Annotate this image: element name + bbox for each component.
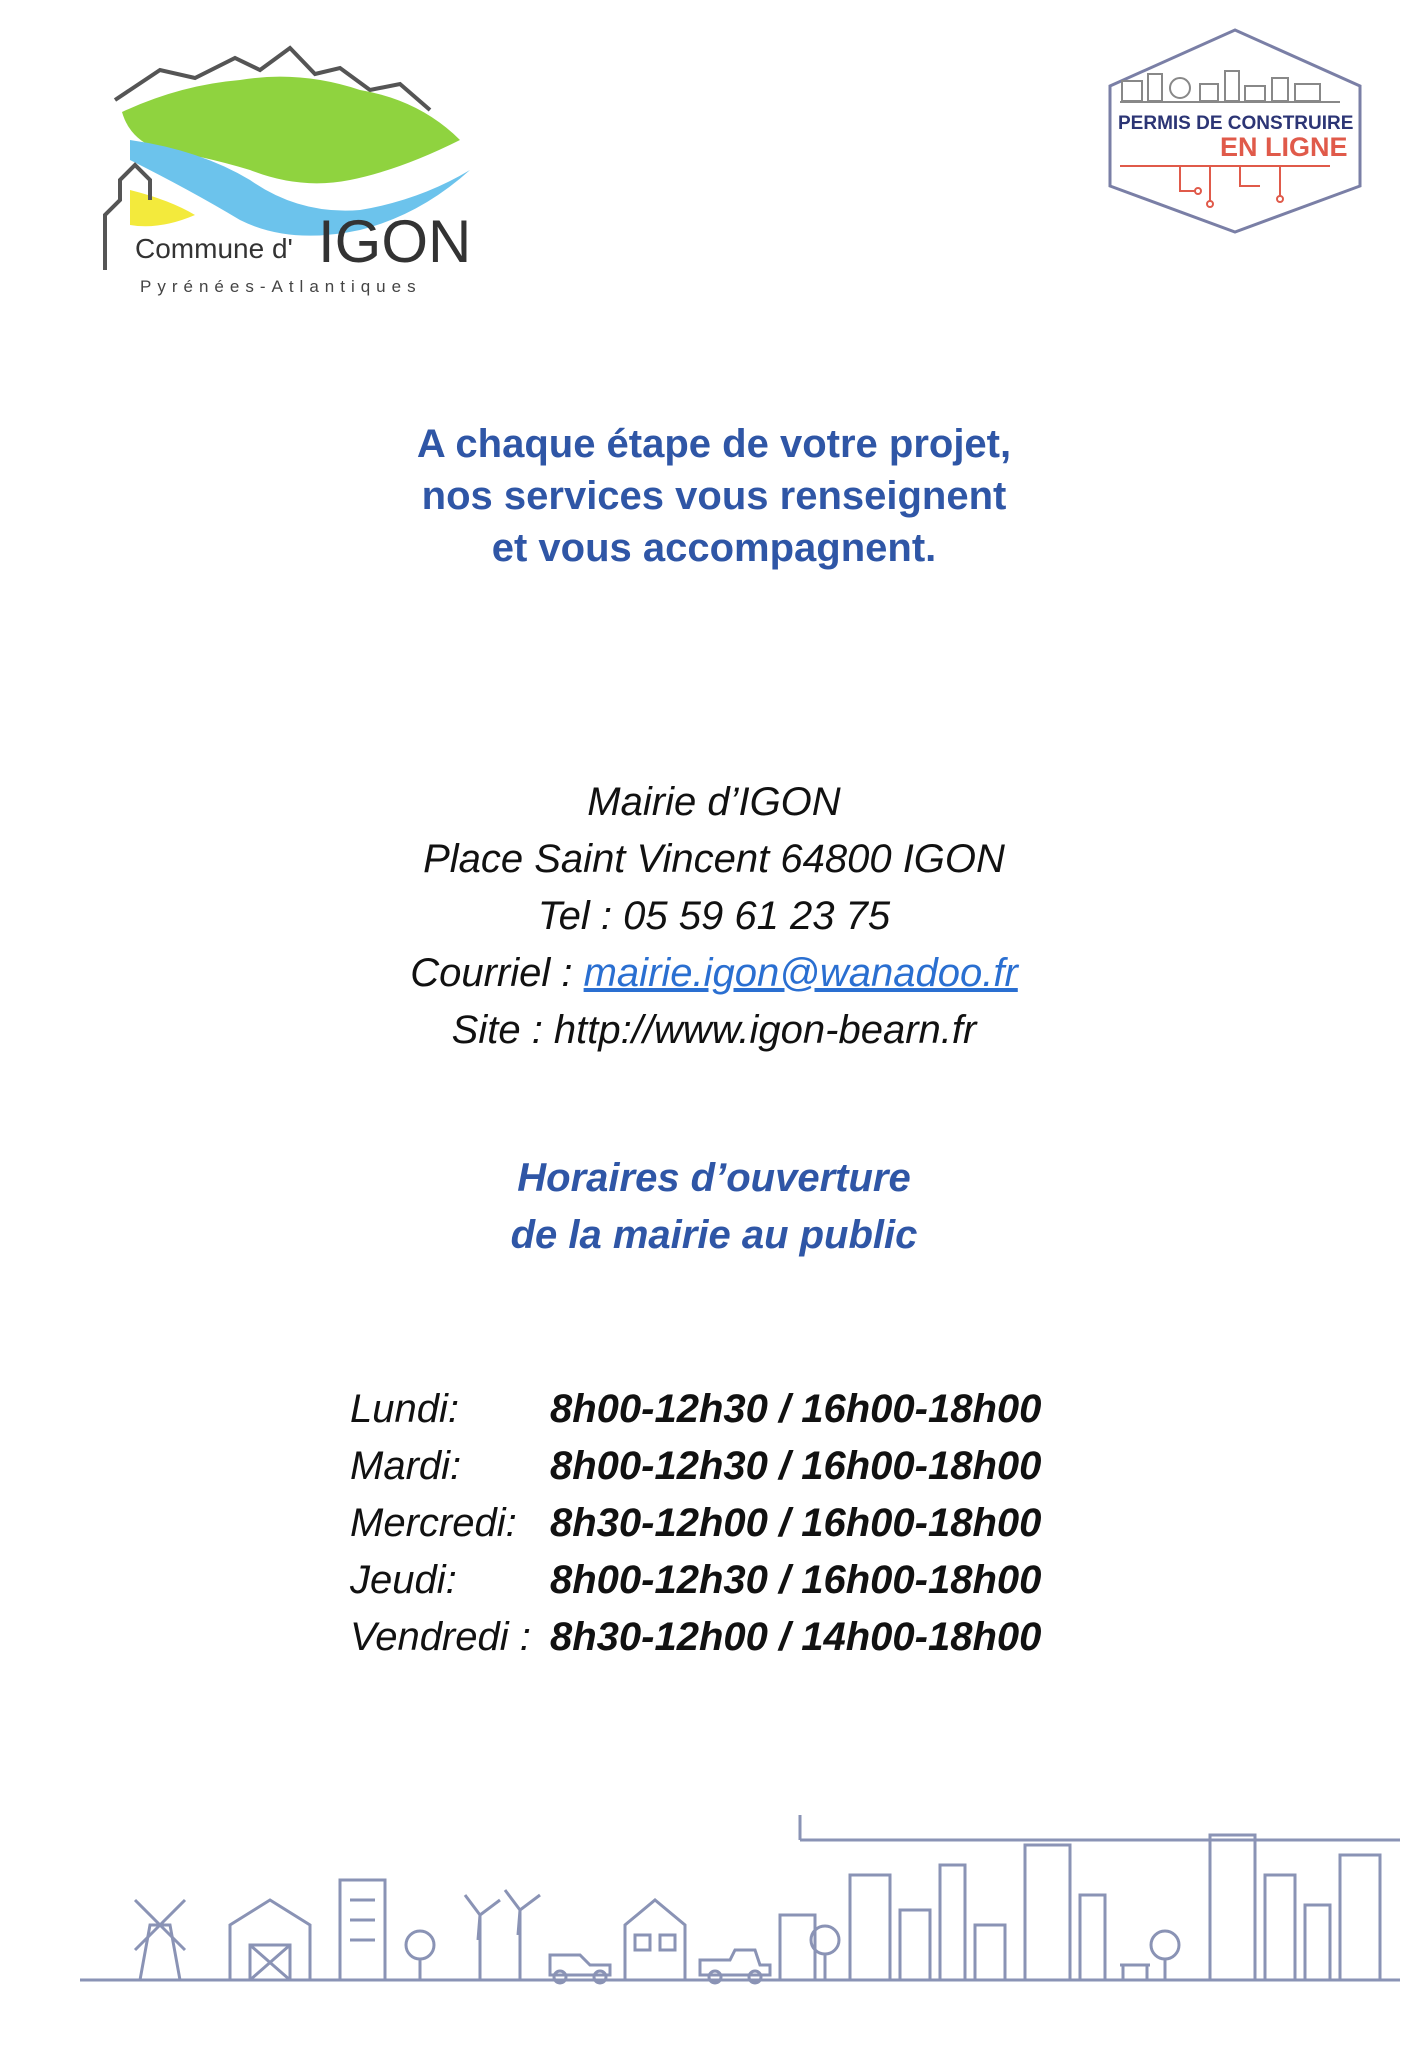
mairie-name: Mairie d’IGON: [587, 780, 841, 824]
building-icon: [780, 1835, 1380, 1980]
hours-day: Vendredi :: [350, 1615, 531, 1659]
city-skyline-illustration: [80, 1815, 1400, 1985]
tagline-line1: A chaque étape de votre projet,: [416, 422, 1012, 466]
mairie-email-line: [0, 945, 1428, 1002]
house-icon: [625, 1900, 685, 1980]
hours-time: 8h30-12h00 / 16h00-18h00: [550, 1501, 1042, 1545]
hours-row: [350, 1381, 1150, 1438]
mini-skyline-icon: [1120, 71, 1340, 102]
hours-table: [350, 1381, 1150, 1666]
hours-title-line1: Horaires d’ouverture: [517, 1156, 911, 1200]
windmill-icon: [135, 1900, 185, 1980]
yellow-field-icon: [130, 190, 195, 226]
mairie-site: Site : http://www.igon-bearn.fr: [451, 1008, 977, 1052]
wind-turbine-icon: [465, 1890, 540, 1980]
permis-en-ligne-logo: [1100, 26, 1370, 236]
commune-igon-logo: [100, 40, 490, 300]
email-label: Courriel :: [410, 951, 584, 995]
tower-icon: [340, 1880, 385, 1980]
hours-row: [350, 1438, 1150, 1495]
tree-icon: [406, 1926, 1179, 1980]
hours-row: [350, 1495, 1150, 1552]
hours-day: Mardi:: [350, 1444, 462, 1488]
hours-time: 8h00-12h30 / 16h00-18h00: [550, 1444, 1042, 1488]
hours-time: 8h30-12h00 / 14h00-18h00: [550, 1615, 1042, 1659]
department-label: Pyrénées-Atlantiques: [140, 277, 422, 296]
hours-time: 8h00-12h30 / 16h00-18h00: [550, 1387, 1042, 1431]
tagline-line3: et vous accompagnent.: [491, 526, 937, 570]
hours-row: [350, 1609, 1150, 1666]
hours-title-line2: de la mairie au public: [510, 1213, 918, 1257]
tagline-line2: nos services vous renseignent: [421, 474, 1007, 518]
barn-icon: [230, 1900, 310, 1980]
mairie-tel: Tel : 05 59 61 23 75: [537, 894, 891, 938]
permis-line2: EN LIGNE: [1220, 132, 1348, 162]
hours-row: [350, 1552, 1150, 1609]
contact-block: [0, 774, 1428, 1059]
bench-icon: [1120, 1965, 1150, 1980]
hours-title: [0, 1150, 1428, 1264]
permis-line1: PERMIS DE CONSTRUIRE: [1118, 113, 1354, 134]
commune-label: Commune d': [135, 233, 293, 264]
hours-day: Lundi:: [350, 1387, 459, 1431]
hours-time: 8h00-12h30 / 16h00-18h00: [550, 1558, 1042, 1602]
tagline: [0, 418, 1428, 574]
hours-day: Mercredi:: [350, 1501, 517, 1545]
email-link[interactable]: mairie.igon@wanadoo.fr: [583, 951, 1018, 995]
hours-day: Jeudi:: [350, 1558, 457, 1602]
mairie-address: Place Saint Vincent 64800 IGON: [423, 837, 1005, 881]
truck-icon: [700, 1950, 770, 1983]
commune-name: IGON: [318, 208, 472, 275]
